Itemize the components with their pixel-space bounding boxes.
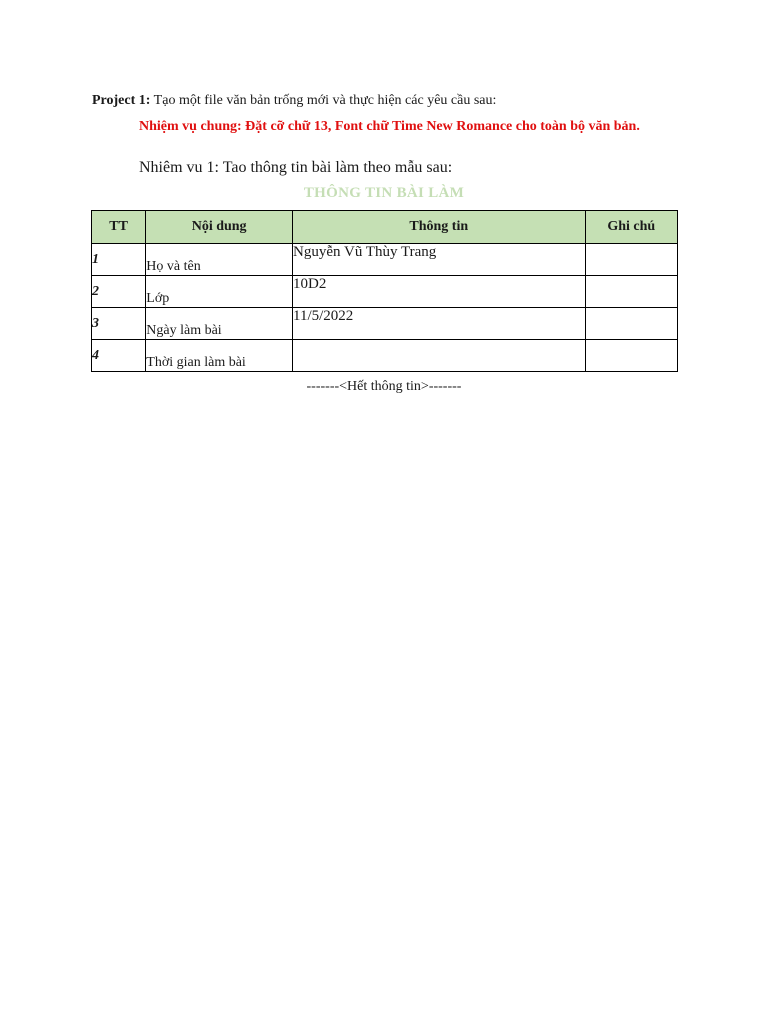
cell-content: Ngày làm bài <box>146 308 293 340</box>
table-header-row <box>92 211 678 244</box>
project-intro <box>92 93 496 109</box>
cell-note <box>585 308 678 340</box>
header-info: Thông tin <box>293 211 585 244</box>
cell-info <box>293 340 585 372</box>
table-title: THÔNG TIN BÀI LÀM <box>303 185 465 201</box>
cell-content: Họ và tên <box>146 244 293 276</box>
cell-info: 11/5/2022 <box>293 308 585 340</box>
cell-tt: 1 <box>92 244 146 276</box>
project-text: Tạo một file văn bản trống mới và thực hiện các yêu cầu sau: <box>150 93 497 108</box>
cell-note <box>585 340 678 372</box>
project-label: Project 1: <box>92 93 151 108</box>
table-row <box>92 244 678 276</box>
table-row <box>92 308 678 340</box>
cell-info: 10D2 <box>293 276 585 308</box>
table-row <box>92 340 678 372</box>
cell-note <box>585 276 678 308</box>
cell-info: Nguyễn Vũ Thùy Trang <box>293 244 585 276</box>
end-of-info: -------<Hết thông tin>------- <box>306 379 462 394</box>
cell-tt: 4 <box>92 340 146 372</box>
cell-content: Thời gian làm bài <box>146 340 293 372</box>
task-general: Nhiệm vụ chung: Đặt cỡ chữ 13, Font chữ Time New Romance cho toàn bộ văn bản. <box>139 119 640 134</box>
cell-tt: 3 <box>92 308 146 340</box>
header-tt: TT <box>92 211 146 244</box>
cell-content: Lớp <box>146 276 293 308</box>
table-row <box>92 276 678 308</box>
cell-note <box>585 244 678 276</box>
info-table <box>91 210 678 372</box>
header-note: Ghi chú <box>585 211 678 244</box>
task-1: Nhiêm vu 1: Tao thông tin bài làm theo mẫu sau: <box>139 159 453 176</box>
header-content: Nội dung <box>146 211 293 244</box>
cell-tt: 2 <box>92 276 146 308</box>
